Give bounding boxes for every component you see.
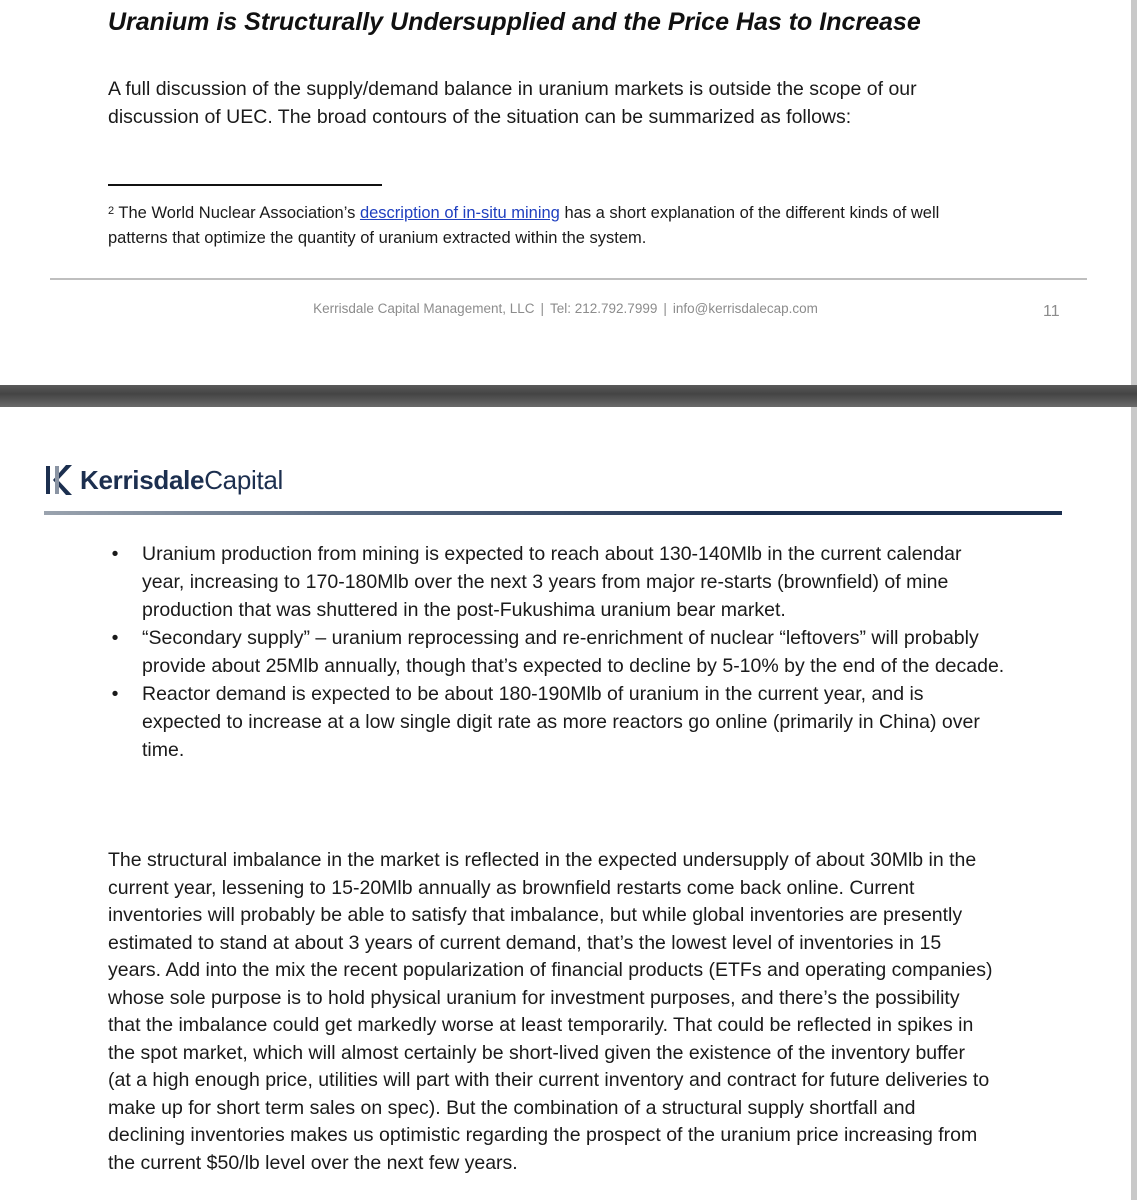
footer-email[interactable]: info@kerrisdalecap.com	[672, 301, 818, 316]
list-item	[108, 540, 1008, 624]
section-title: Uranium is Structurally Undersupplied and the Price Has to Increase	[108, 8, 921, 36]
page-edge	[1131, 0, 1137, 385]
page-edge	[1131, 407, 1137, 1200]
footnote	[108, 199, 988, 251]
bullet-icon: •	[111, 627, 119, 649]
body-paragraph: The structural imbalance in the market is reflected in the expected undersupply of about 30Mlb in the current year, lessening to 15-20Mlb annually as brownfield restarts come back online. Current inventories will probably be able to satisfy that imbalance, but while global inventories are presently estimated to stand at about 3 years of current demand, that’s the lowest level of inventories in 15 years. Add into the mix the recent popularization of financial products (ETFs and operating companies) whose sole purpose is to hold physical uranium for investment purposes, and there’s the possibility that the imbalance could get markedly worse at least temporarily. That could be reflected in spikes in the spot market, which will almost certainly be short-lived given the existence of the inventory buffer (at a high enough price, utilities will part with their current inventory and contract for future deliveries to make up for short term sales on spec). But the combination of a structural supply shortfall and declining inventories makes us optimistic regarding the prospect of the uranium price increasing from the current $50/lb level over the next few years.	[108, 849, 993, 1174]
list-item	[108, 624, 1008, 680]
footnote-text-after: has a short explanation of the different kinds of well patterns that optimize the quantity of uranium extracted within the system.	[108, 204, 940, 247]
page-12	[0, 407, 1131, 1200]
footer-company: Kerrisdale Capital Management, LLC	[313, 301, 535, 316]
bullet-list	[108, 540, 1008, 764]
bullet-icon: •	[111, 543, 119, 565]
list-item-text: Reactor demand is expected to be about 180-190Mlb of uranium in the current year, and is expected to increase at a low single digit rate as more reactors go online (primarily in China) over time.	[142, 683, 980, 761]
page-gap	[0, 385, 1137, 407]
list-item	[108, 680, 1008, 764]
footer-divider	[50, 278, 1087, 280]
footnote-link[interactable]: description of in-situ mining	[359, 204, 560, 222]
page-footer	[0, 301, 1131, 316]
header-divider	[44, 511, 1062, 515]
logo-wordmark	[80, 465, 283, 496]
footnote-text-before: The World Nuclear Association’s	[118, 204, 356, 222]
kerrisdale-k-mark-icon	[44, 463, 74, 497]
intro-paragraph: A full discussion of the supply/demand balance in uranium markets is outside the scope of our discussion of UEC. The broad contours of the situation can be summarized as follows:	[108, 78, 917, 128]
logo-wordmark-regular: Capital	[204, 464, 284, 495]
list-item-text: “Secondary supply” – uranium reprocessing and re-enrichment of nuclear “leftovers” will probably provide about 25Mlb annually, though that’s expected to decline by 5-10% by the end of the decade.	[142, 627, 1005, 677]
footnote-separator	[108, 184, 382, 186]
logo-wordmark-bold: Kerrisdale	[80, 464, 205, 495]
bullet-icon: •	[111, 683, 119, 705]
kerrisdale-logo	[44, 462, 283, 498]
page-11	[0, 0, 1131, 385]
footnote-number: 2	[108, 205, 115, 217]
page-number: 11	[1043, 303, 1060, 320]
footer-separator: |	[663, 301, 667, 316]
footer-tel: Tel: 212.792.7999	[550, 301, 658, 316]
footer-separator: |	[540, 301, 544, 316]
list-item-text: Uranium production from mining is expected to reach about 130-140Mlb in the current calendar year, increasing to 170-180Mlb over the next 3 years from major re-starts (brownfield) of mine production that was shuttered in the post-Fukushima uranium bear market.	[142, 543, 962, 621]
